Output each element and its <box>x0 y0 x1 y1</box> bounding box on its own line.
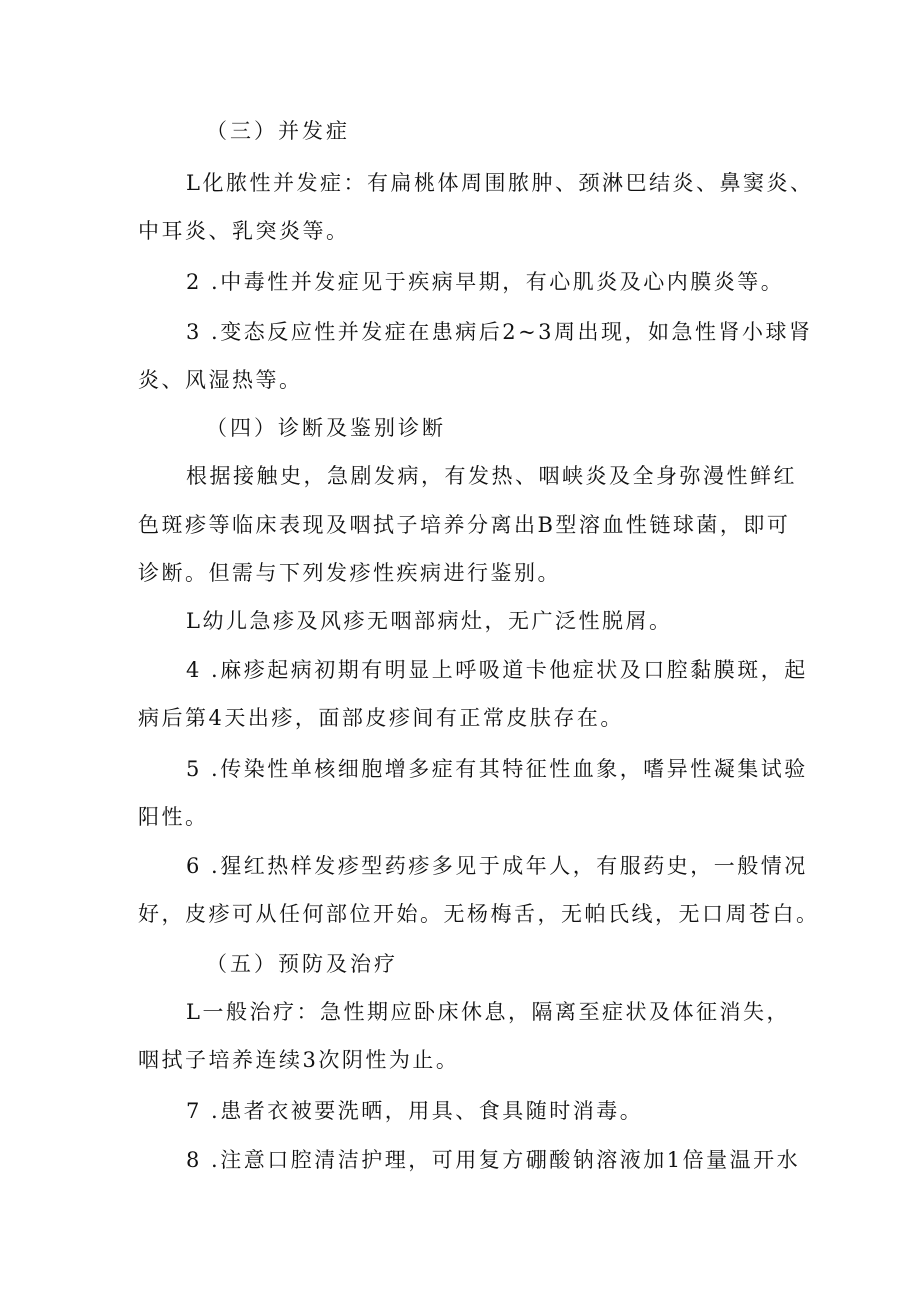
paragraph-line: 好，皮疹可从任何部位开始。无杨梅舌，无帕氏线，无口周苍白。 <box>138 902 820 926</box>
paragraph-line: 2 .中毒性并发症见于疾病早期，有心肌炎及心内膜炎等。 <box>186 270 785 294</box>
paragraph-line: 4 .麻疹起病初期有明显上呼吸道卡他症状及口腔黏膜斑，起 <box>186 658 808 682</box>
paragraph-line: 中耳炎、乳突炎等。 <box>138 219 350 243</box>
paragraph-line: L一般治疗：急性期应卧床休息，隔离至症状及体征消失， <box>186 1000 790 1024</box>
paragraph-line: 咽拭子培养连续3次阴性为止。 <box>138 1048 460 1072</box>
paragraph-line: L化脓性并发症：有扁桃体周围脓肿、颈淋巴结炎、鼻窦炎、 <box>186 171 814 195</box>
paragraph-line: 6 .猩红热样发疹型药疹多见于成年人，有服药史，一般情况 <box>186 854 808 878</box>
paragraph-line: L幼儿急疹及风疹无咽部病灶，无广泛性脱屑。 <box>186 609 673 633</box>
section-heading-prevention: （五）预防及治疗 <box>206 952 398 976</box>
paragraph-line: 诊断。但需与下列发疹性疾病进行鉴别。 <box>138 561 561 585</box>
section-heading-diagnosis: （四）诊断及鉴别诊断 <box>206 416 446 440</box>
paragraph-line: 8 .注意口腔清洁护理，可用复方硼酸钠溶液加1倍量温开水 <box>186 1148 801 1172</box>
paragraph-line: 色斑疹等临床表现及咽拭子培养分离出B型溶血性链球菌，即可 <box>138 513 791 537</box>
paragraph-line: 7 .患者衣被要洗晒，用具、食具随时消毒。 <box>186 1099 644 1123</box>
paragraph-line: 5 .传染性单核细胞增多症有其特征性血象，嗜异性凝集试验 <box>186 757 808 781</box>
paragraph-line: 3 .变态反应性并发症在患病后2~3周出现，如急性肾小球肾 <box>186 320 813 344</box>
paragraph-line: 炎、风湿热等。 <box>138 368 303 392</box>
section-heading-complications: （三）并发症 <box>206 119 350 143</box>
paragraph-line: 根据接触史，急剧发病，有发热、咽峡炎及全身弥漫性鲜红 <box>186 464 797 488</box>
paragraph-line: 阳性。 <box>138 805 209 829</box>
paragraph-line: 病后第4天出疹，面部皮疹间有正常皮肤存在。 <box>138 706 624 730</box>
